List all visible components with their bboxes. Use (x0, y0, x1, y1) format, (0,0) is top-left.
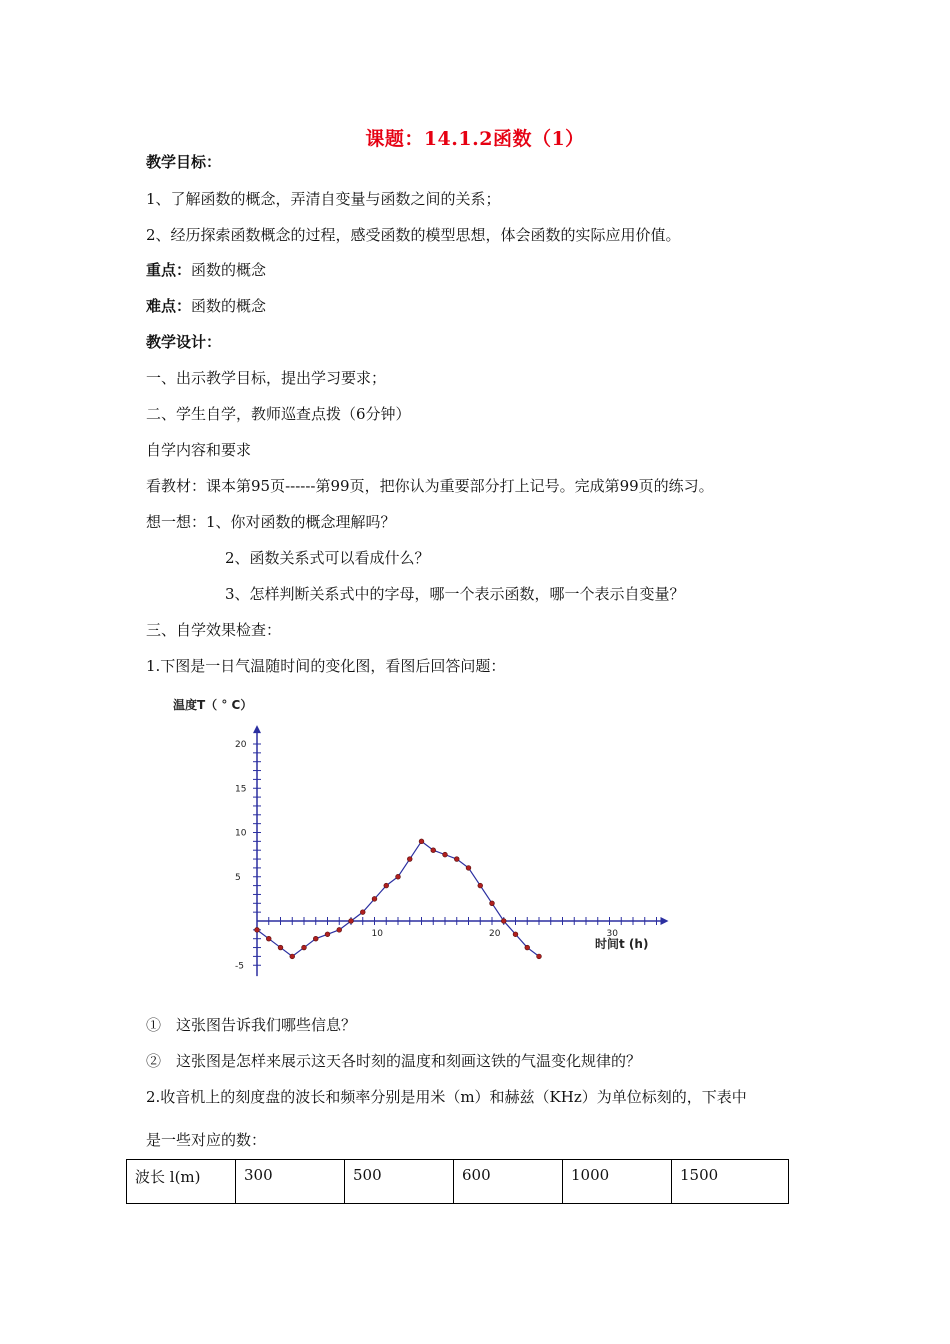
y-tick-label: 15 (235, 784, 247, 795)
data-point (525, 945, 530, 950)
goal-2: 2、经历探索函数概念的过程，感受函数的模型思想，体会函数的实际应用价值。 (146, 226, 681, 244)
y-axis-label: 温度T（ ° C） (173, 698, 253, 712)
key-label: 重点： (146, 261, 192, 279)
table-row (127, 1160, 789, 1204)
temperature-chart (165, 690, 675, 985)
think-3: 3、怎样判断关系式中的字母，哪一个表示函数，哪一个表示自变量？ (225, 585, 685, 603)
question-1: 1.下图是一日气温随时间的变化图，看图后回答问题： (146, 657, 506, 675)
table-cell: 1000 (563, 1160, 672, 1204)
hard-point (146, 296, 266, 316)
x-tick-label: 30 (606, 929, 618, 939)
x-tick-label: 20 (489, 929, 501, 939)
table-cell: 300 (236, 1160, 345, 1204)
goal-1: 1、了解函数的概念，弄清自变量与函数之间的关系； (146, 190, 501, 208)
data-point (513, 932, 518, 937)
x-tick-label: 10 (371, 929, 383, 939)
table-cell: 600 (454, 1160, 563, 1204)
data-point (360, 910, 365, 915)
think-2: 2、函数关系式可以看成什么？ (225, 549, 430, 567)
step-1: 一、出示教学目标，提出学习要求； (146, 369, 387, 387)
question-2: 2.收音机上的刻度盘的波长和频率分别是用米（m）和赫兹（KHz）为单位标刻的，下表中 (146, 1088, 747, 1106)
step-2: 二、学生自学，教师巡查点拨（6分钟） (146, 405, 411, 423)
goals-heading: 教学目标： (146, 153, 222, 171)
data-point (278, 945, 283, 950)
table-cell: 500 (345, 1160, 454, 1204)
y-tick-label: 10 (235, 828, 247, 839)
design-heading: 教学设计： (146, 333, 222, 351)
data-point (454, 857, 459, 862)
chart-series (255, 839, 542, 959)
data-point (337, 927, 342, 932)
think-1: 想一想：1、你对函数的概念理解吗？ (146, 513, 396, 531)
key-text: 函数的概念 (191, 261, 267, 279)
y-tick-label: 5 (235, 872, 241, 883)
data-point (255, 927, 260, 932)
data-point (302, 945, 307, 950)
data-point (372, 896, 377, 901)
y-tick-label: 20 (235, 740, 247, 750)
hard-label: 难点： (146, 297, 192, 315)
data-point (490, 901, 495, 906)
key-point (146, 260, 266, 280)
x-axis-arrow (661, 917, 669, 925)
question-2-cont: 是一些对应的数： (146, 1131, 267, 1149)
data-point (443, 852, 448, 857)
data-point (419, 839, 424, 844)
data-point (537, 954, 542, 959)
self-study: 自学内容和要求 (146, 441, 252, 459)
step-3: 三、自学效果检查： (146, 621, 282, 639)
wavelength-table (126, 1159, 789, 1204)
x-axis-label: 时间t (h) (595, 937, 649, 951)
data-point (431, 848, 436, 853)
data-point (266, 936, 271, 941)
data-point (407, 857, 412, 862)
table-cell: 波长 l(m) (127, 1160, 236, 1204)
question-1b: ② 这张图是怎样来展示这天各时刻的温度和刻画这铁的气温变化规律的？ (146, 1052, 642, 1070)
data-point (501, 919, 506, 924)
lesson-title: 课题：14.1.2函数（1） (365, 128, 585, 150)
y-axis-arrow (253, 725, 261, 733)
question-1a: ① 这张图告诉我们哪些信息？ (146, 1016, 357, 1034)
hard-text: 函数的概念 (191, 297, 267, 315)
data-point (384, 883, 389, 888)
data-point (349, 919, 354, 924)
data-point (313, 936, 318, 941)
data-point (478, 883, 483, 888)
data-point (466, 866, 471, 871)
data-point (290, 954, 295, 959)
y-tick-label: -5 (235, 961, 244, 972)
table-cell: 1500 (672, 1160, 789, 1204)
data-point (396, 874, 401, 879)
read-book: 看教材：课本第95页------第99页，把你认为重要部分打上记号。完成第99页的练习。 (146, 477, 714, 495)
temperature-line (257, 841, 539, 956)
data-point (325, 932, 330, 937)
